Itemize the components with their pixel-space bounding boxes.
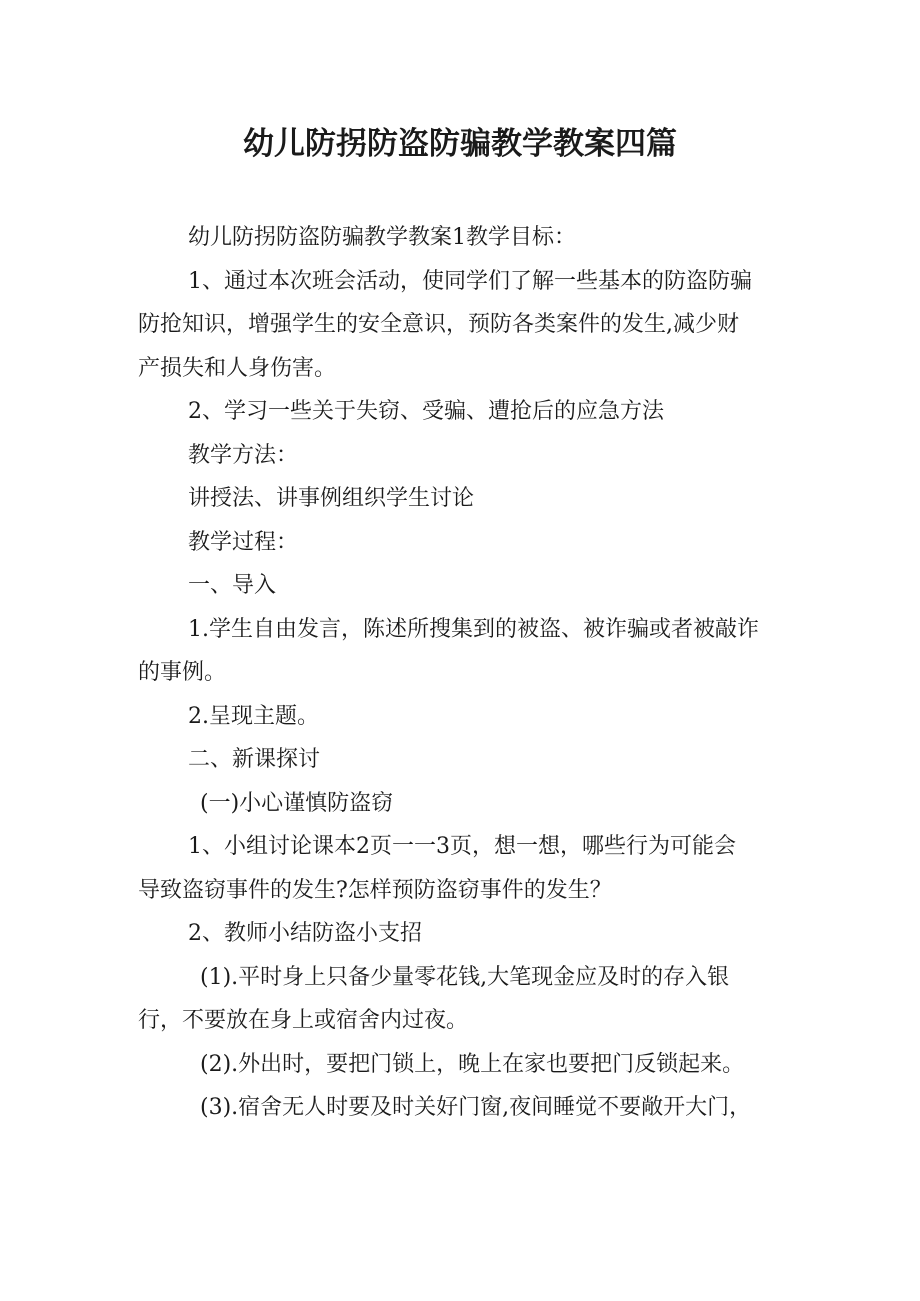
paragraph-line: 二、新课探讨 xyxy=(188,747,321,772)
paragraph-line: 防抢知识，增强学生的安全意识，预防各类案件的发生,减少财 xyxy=(138,312,739,337)
document-body xyxy=(138,216,788,1130)
paragraph-line: 2.呈现主题。 xyxy=(188,703,319,729)
paragraph-line: 教学过程： xyxy=(188,529,299,555)
document-title: 幼儿防拐防盗防骗教学教案四篇 xyxy=(243,126,677,162)
paragraph-line: (1).平时身上只备少量零花钱,大笔现金应及时的存入银 xyxy=(200,964,730,990)
paragraph-line: 一、导入 xyxy=(188,573,277,598)
paragraph-line: 的事例。 xyxy=(138,660,227,685)
paragraph-line: 1.学生自由发言，陈述所搜集到的被盗、被诈骗或者被敲诈 xyxy=(188,616,759,642)
paragraph-line: (2).外出时，要把门锁上，晚上在家也要把门反锁起来。 xyxy=(200,1051,745,1077)
paragraph-line: 行，不要放在身上或宿舍内过夜。 xyxy=(138,1008,469,1033)
paragraph-line: 2、教师小结防盗小支招 xyxy=(188,921,422,946)
paragraph-line: (一)小心谨慎防盗窃 xyxy=(200,790,394,816)
paragraph-line: 导致盗窃事件的发生?怎样预防盗窃事件的发生？ xyxy=(138,877,612,903)
paragraph-line: (3).宿舍无人时要及时关好门窗,夜间睡觉不要敞开大门， xyxy=(200,1095,752,1120)
paragraph-line: 2、学习一些关于失窃、受骗、遭抢后的应急方法 xyxy=(188,399,664,424)
paragraph-line: 幼儿防拐防盗防骗教学教案1教学目标： xyxy=(188,225,576,250)
paragraph-line: 教学方法： xyxy=(188,442,299,468)
paragraph-line: 讲授法、讲事例组织学生讨论 xyxy=(188,486,475,511)
paragraph-line: 1、通过本次班会活动，使同学们了解一些基本的防盗防骗 xyxy=(188,268,752,294)
paragraph-line: 产损失和人身伤害。 xyxy=(138,355,337,381)
paragraph-line: 1、小组讨论课本2页一一3页，想一想，哪些行为可能会 xyxy=(188,834,736,859)
